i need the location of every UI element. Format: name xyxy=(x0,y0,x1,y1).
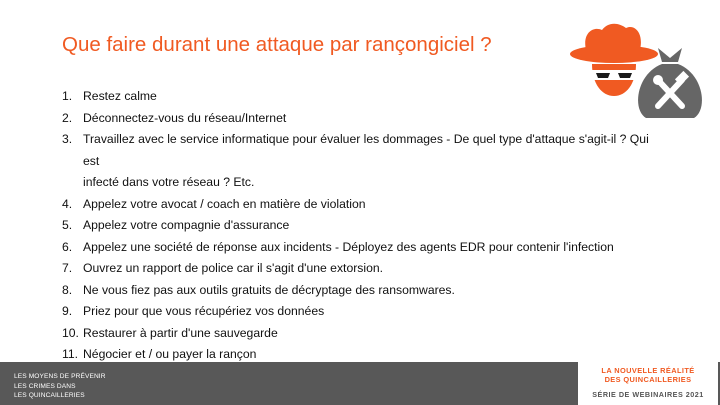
step-text: Travaillez avec le service informatique pour évaluer les dommages - De quel type d'attaque s'agit-il ? Qui est xyxy=(83,132,649,168)
badge-title-line-2: DES QUINCAILLERIES xyxy=(604,375,692,384)
step-text: Ouvrez un rapport de police car il s'agit d'une extorsion. xyxy=(83,261,384,275)
step-text: Appelez votre compagnie d'assurance xyxy=(83,218,290,232)
step-text: Restez calme xyxy=(83,89,157,103)
list-item xyxy=(62,258,662,280)
list-item xyxy=(62,280,662,302)
step-text: Appelez votre avocat / coach en matière de violation xyxy=(83,196,366,211)
step-number: 5. xyxy=(62,218,73,232)
badge-title-line-1: LA NOUVELLE RÉALITÉ xyxy=(601,366,695,375)
list-item xyxy=(62,194,662,216)
step-number: 10. xyxy=(62,325,79,340)
step-number: 6. xyxy=(62,239,73,254)
step-text: Déconnectez-vous du réseau/Internet xyxy=(83,110,287,125)
step-number: 8. xyxy=(62,282,73,297)
step-number: 9. xyxy=(62,304,73,318)
list-item xyxy=(62,215,662,237)
step-text-continuation: infecté dans votre réseau ? Etc. xyxy=(83,175,255,189)
slide-title: Que faire durant une attaque par rançongiciel ? xyxy=(62,33,492,56)
footer-line: LES QUINCAILLERIES xyxy=(14,392,85,400)
list-item xyxy=(62,237,662,259)
step-number: 1. xyxy=(62,89,73,103)
list-item xyxy=(62,301,662,323)
step-text: Restaurer à partir d'une sauvegarde xyxy=(83,325,278,340)
footer-series-text xyxy=(14,372,106,401)
step-number: 7. xyxy=(62,261,73,275)
step-number: 2. xyxy=(62,110,73,125)
step-text: Appelez une société de réponse aux incidents - Déployez des agents EDR pour contenir l'infection xyxy=(83,239,614,254)
badge-subtitle: SÉRIE DE WEBINAIRES 2021 xyxy=(592,390,704,399)
list-item xyxy=(62,129,662,194)
webinar-series-badge xyxy=(578,362,718,405)
step-number: 3. xyxy=(62,132,73,146)
step-number: 4. xyxy=(62,196,73,211)
hacker-with-money-bag-icon xyxy=(570,18,710,128)
step-text: Négocier et / ou payer la rançon xyxy=(83,347,257,361)
footer-line: LES CRIMES DANS xyxy=(14,382,76,390)
step-number: 11. xyxy=(62,347,79,361)
step-text: Ne vous fiez pas aux outils gratuits de décryptage des ransomwares. xyxy=(83,282,455,297)
list-item xyxy=(62,323,662,345)
step-text: Priez pour que vous récupériez vos données xyxy=(83,304,325,318)
footer-line: LES MOYENS DE PRÉVENIR xyxy=(14,373,106,380)
